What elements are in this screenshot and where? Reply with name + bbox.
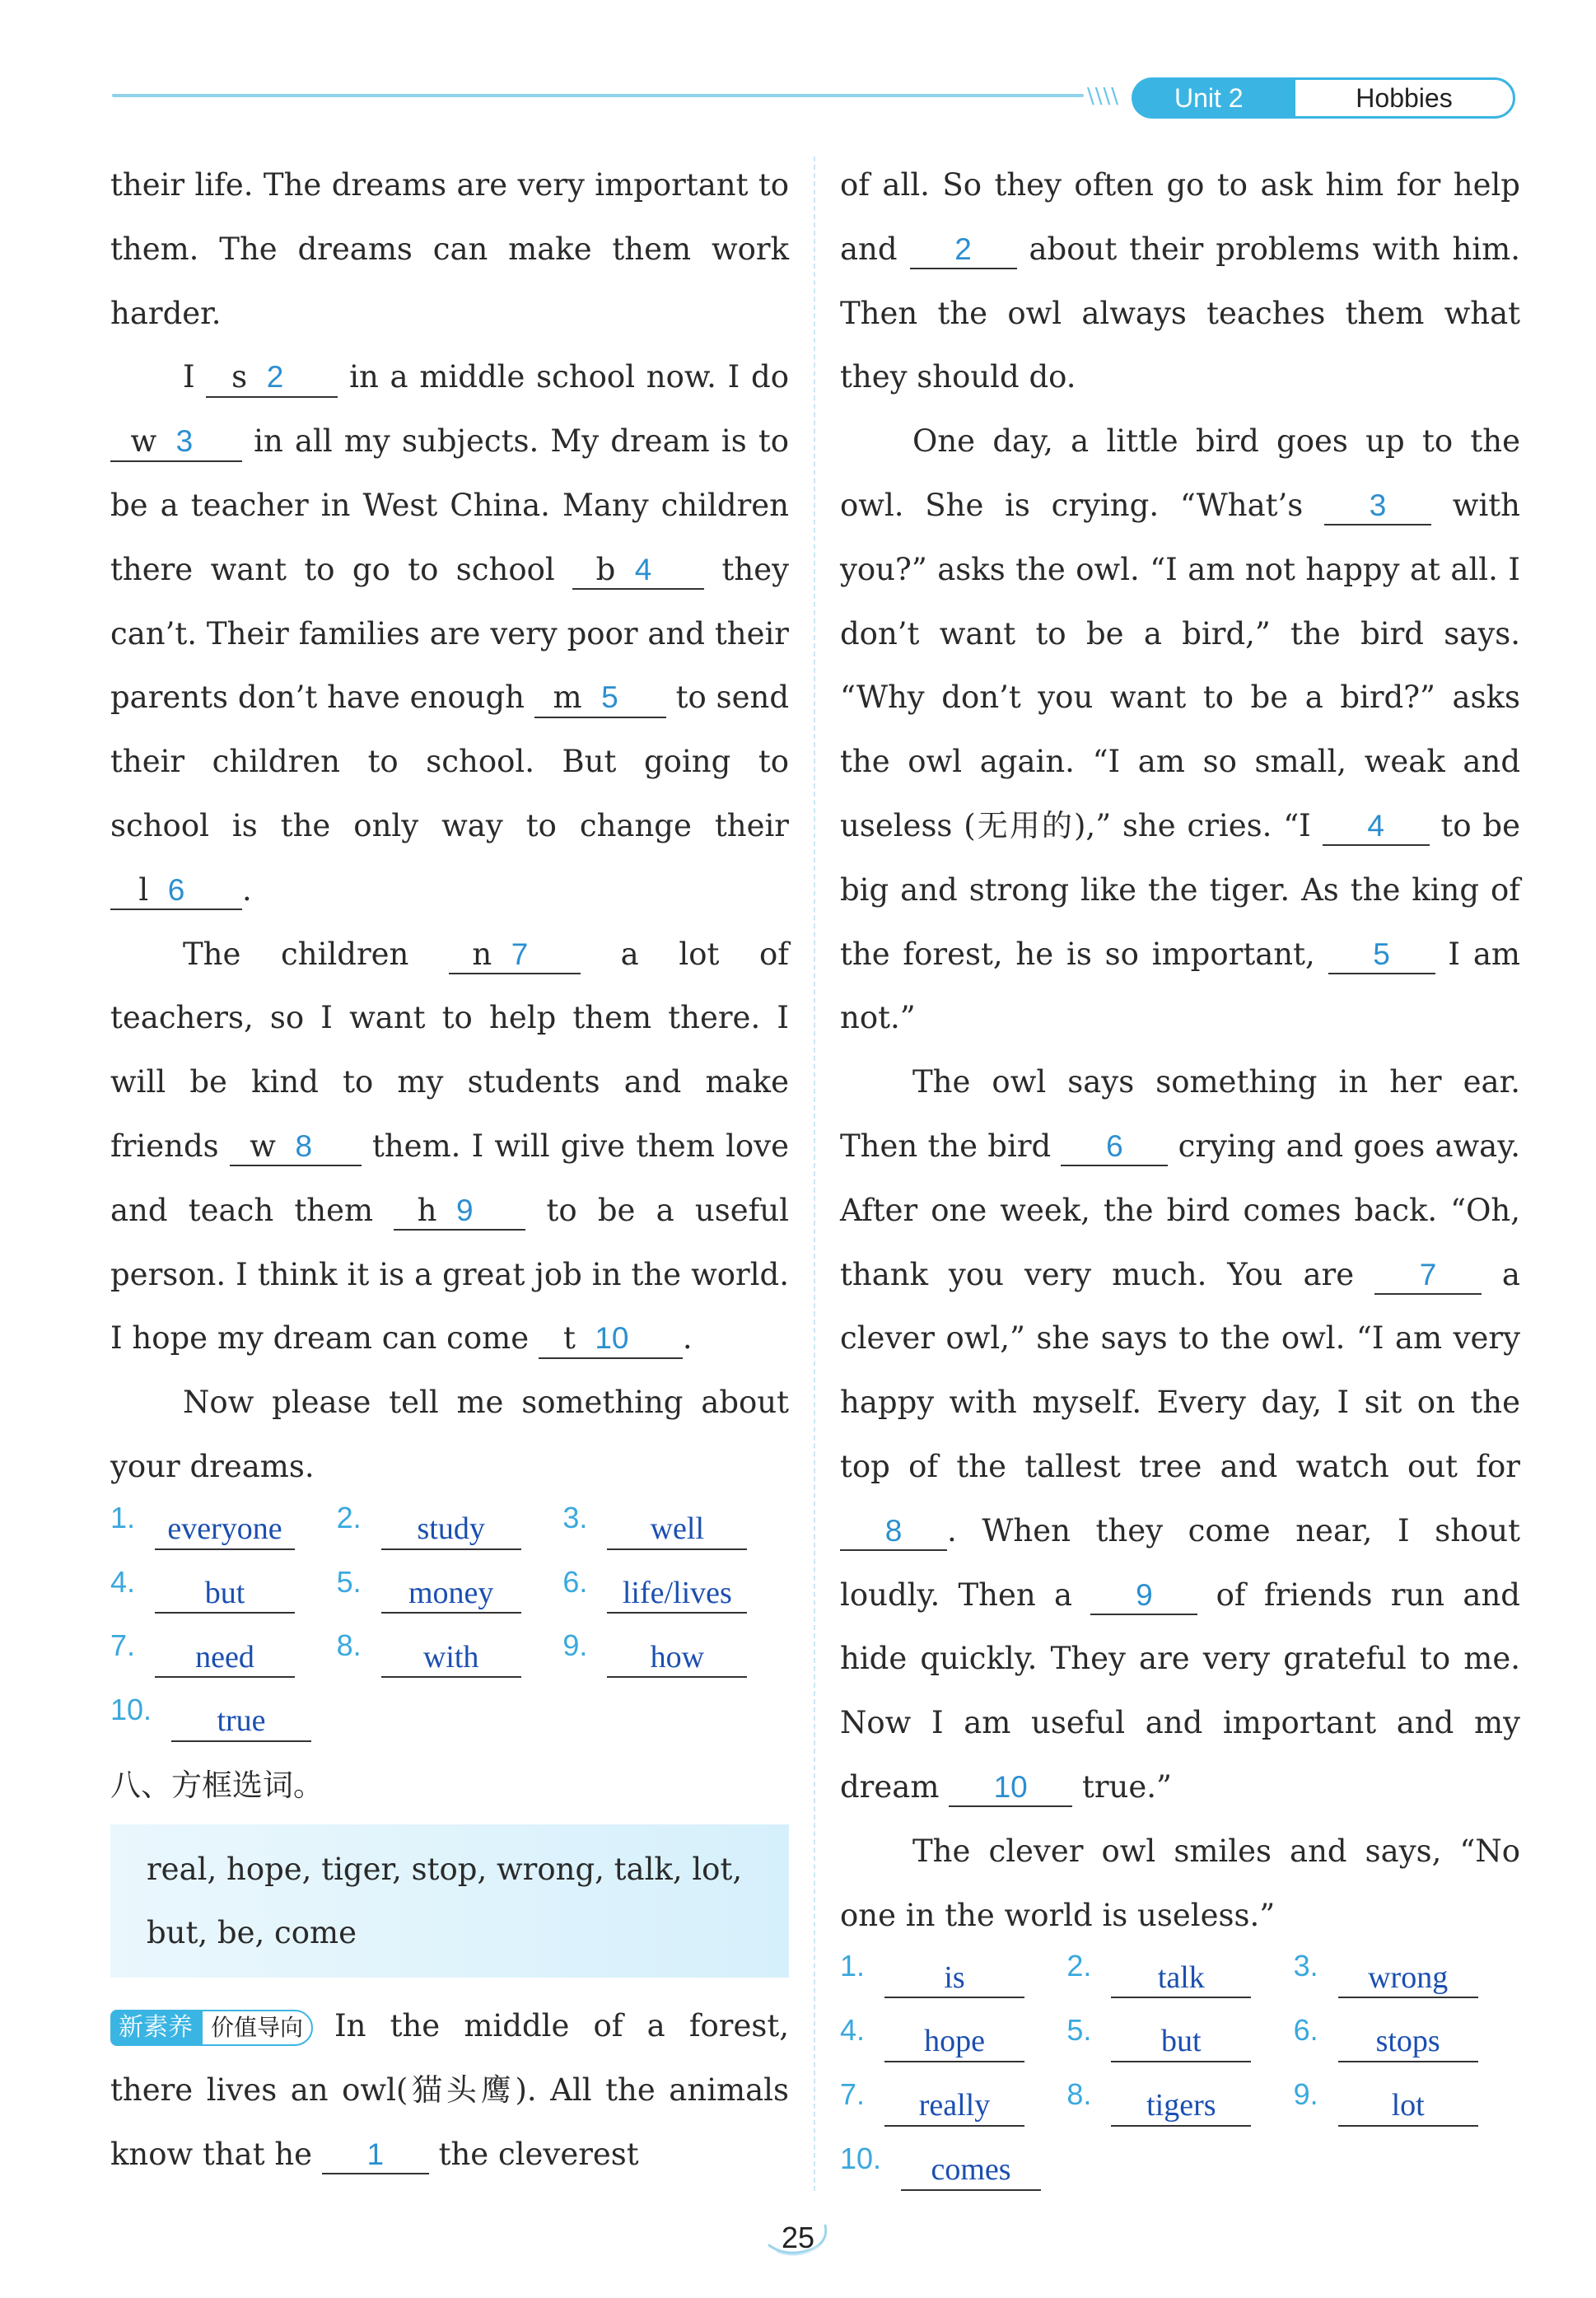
answer-item: 7. need	[110, 1627, 337, 1691]
blank-4[interactable]: b 4	[572, 552, 704, 590]
answer-item: 4. but	[110, 1563, 337, 1628]
owl-blank-5[interactable]: 5	[1328, 936, 1435, 974]
answer-item: 3. wrong	[1294, 1947, 1520, 2011]
topic-tab: Hobbies	[1293, 77, 1515, 119]
answer-item: 1. everyone	[110, 1499, 337, 1563]
owl-blank-4[interactable]: 4	[1323, 808, 1430, 846]
blank-9[interactable]: h 9	[394, 1193, 525, 1231]
header-hatch-decoration: \\\\	[1087, 84, 1120, 109]
unit-tab: Unit 2	[1132, 77, 1313, 119]
owl-blank-2[interactable]: 2	[910, 231, 1017, 269]
answer-item: 10. true	[110, 1691, 337, 1755]
right-paragraph-2: One day, a little bird goes up to the owl. She is crying. “What’s 3 with you?” asks the owl. “I am not happy at all. I don’t want to be a bird,” the bird says. “Why don’t you want to be a bird?” asks the owl again. “I am so small, weak and useless (无用的),” she cries. “I 4 to be big and strong like the tiger. As the king of the forest, he is so important, 5 I am not.”	[840, 423, 1521, 1036]
owl-blank-1[interactable]: 1	[322, 2137, 429, 2174]
answer-item: 3. well	[562, 1499, 789, 1563]
answer-item: 9. how	[562, 1627, 789, 1691]
blank-10[interactable]: t 10	[539, 1320, 683, 1358]
page-header	[0, 0, 1596, 132]
badge-sub: 价值导向	[201, 2010, 313, 2046]
blank-7[interactable]: n 7	[449, 936, 581, 974]
answer-item: 1. is	[840, 1947, 1066, 2011]
answer-item: 9. lot	[1294, 2076, 1520, 2140]
blank-5[interactable]: m 5	[534, 680, 666, 717]
right-paragraph-4: The clever owl smiles and says, “No one in the world is useless.”	[840, 1833, 1520, 1933]
owl-blank-7[interactable]: 7	[1374, 1257, 1482, 1295]
answer-item: 6. stops	[1294, 2011, 1520, 2076]
answer-item: 5. money	[337, 1563, 563, 1628]
blank-2[interactable]: s 2	[206, 359, 338, 397]
answer-item: 8. tigers	[1066, 2076, 1293, 2140]
left-column	[110, 153, 789, 2186]
answer-item: 5. but	[1066, 2011, 1293, 2076]
left-paragraph-3: The children n 7 a lot of teachers, so I want to help them there. I will be kind to my students and make friends w 8 them. I will give them love and teach them h 9 to be a useful person. I think it is a great job in the world. I hope my dream can come t 10 .	[110, 922, 789, 1371]
answer-item: 4. hope	[840, 2011, 1066, 2076]
owl-blank-6[interactable]: 6	[1061, 1128, 1168, 1166]
right-paragraph-3: The owl says something in her ear. Then the bird 6 crying and goes away. After one week, the bird comes back. “Oh, thank you very much. You are 7 a clever owl,” she says to the owl. “I am very happy with myself. Every day, I sit on the top of the tallest tree and watch out for 8 . When they come near, I shout loudly. Then a 9 of friends run and hide quickly. They are very grateful to me. Now I am useful and important and my dream 10 true.”	[840, 1050, 1520, 1819]
owl-blank-3[interactable]: 3	[1324, 488, 1431, 525]
right-column	[840, 153, 1520, 2204]
answer-item: 6. life/lives	[562, 1563, 789, 1628]
right-paragraph-1: of all. So they often go to ask him for help and 2 about their problems with him. Then the owl always teaches them what they should do.	[840, 167, 1520, 395]
owl-blank-8[interactable]: 8	[840, 1513, 947, 1551]
owl-blank-10[interactable]: 10	[949, 1769, 1072, 1807]
left-paragraph-2: I s 2 in a middle school now. I do w 3 in all my subjects. My dream is to be a teacher in West China. Many children there want to go to school b 4 they can’t. Their families are very poor and their parents don’t have enough m 5 to send their children to school. But going to school is the only way to change their l 6 .	[110, 345, 789, 922]
left-paragraph-1: their life. The dreams are very important to them. The dreams can make them work harder.	[110, 167, 789, 331]
answer-item: 2. study	[337, 1499, 563, 1563]
owl-blank-9[interactable]: 9	[1090, 1577, 1197, 1615]
answer-key-right	[840, 1947, 1520, 2203]
badge-main: 新素养	[110, 2010, 201, 2046]
value-badge	[110, 2010, 313, 2046]
blank-3[interactable]: w 3	[110, 423, 242, 461]
left-paragraph-4: Now please tell me something about your dreams.	[110, 1385, 789, 1484]
blank-6[interactable]: l 6	[110, 872, 242, 910]
answer-key-left	[110, 1499, 789, 1755]
word-box: real, hope, tiger, stop, wrong, talk, lot, but, be, come	[110, 1824, 789, 1978]
page-number: 25	[781, 2221, 815, 2254]
answer-item: 2. talk	[1066, 1947, 1293, 2011]
answer-item: 10. comes	[840, 2140, 1066, 2204]
column-divider	[814, 156, 815, 2191]
blank-8[interactable]: w 8	[230, 1128, 362, 1166]
section-title: 八、方框选词。	[110, 1767, 324, 1803]
header-rule	[112, 94, 1084, 97]
answer-item: 7. really	[840, 2076, 1066, 2140]
answer-item: 8. with	[337, 1627, 563, 1691]
left-paragraph-5: 新素养 价值导向 In the middle of a forest, there lives an owl(猫头鹰). All the animals know that he 1 the cleverest	[110, 1994, 789, 2186]
